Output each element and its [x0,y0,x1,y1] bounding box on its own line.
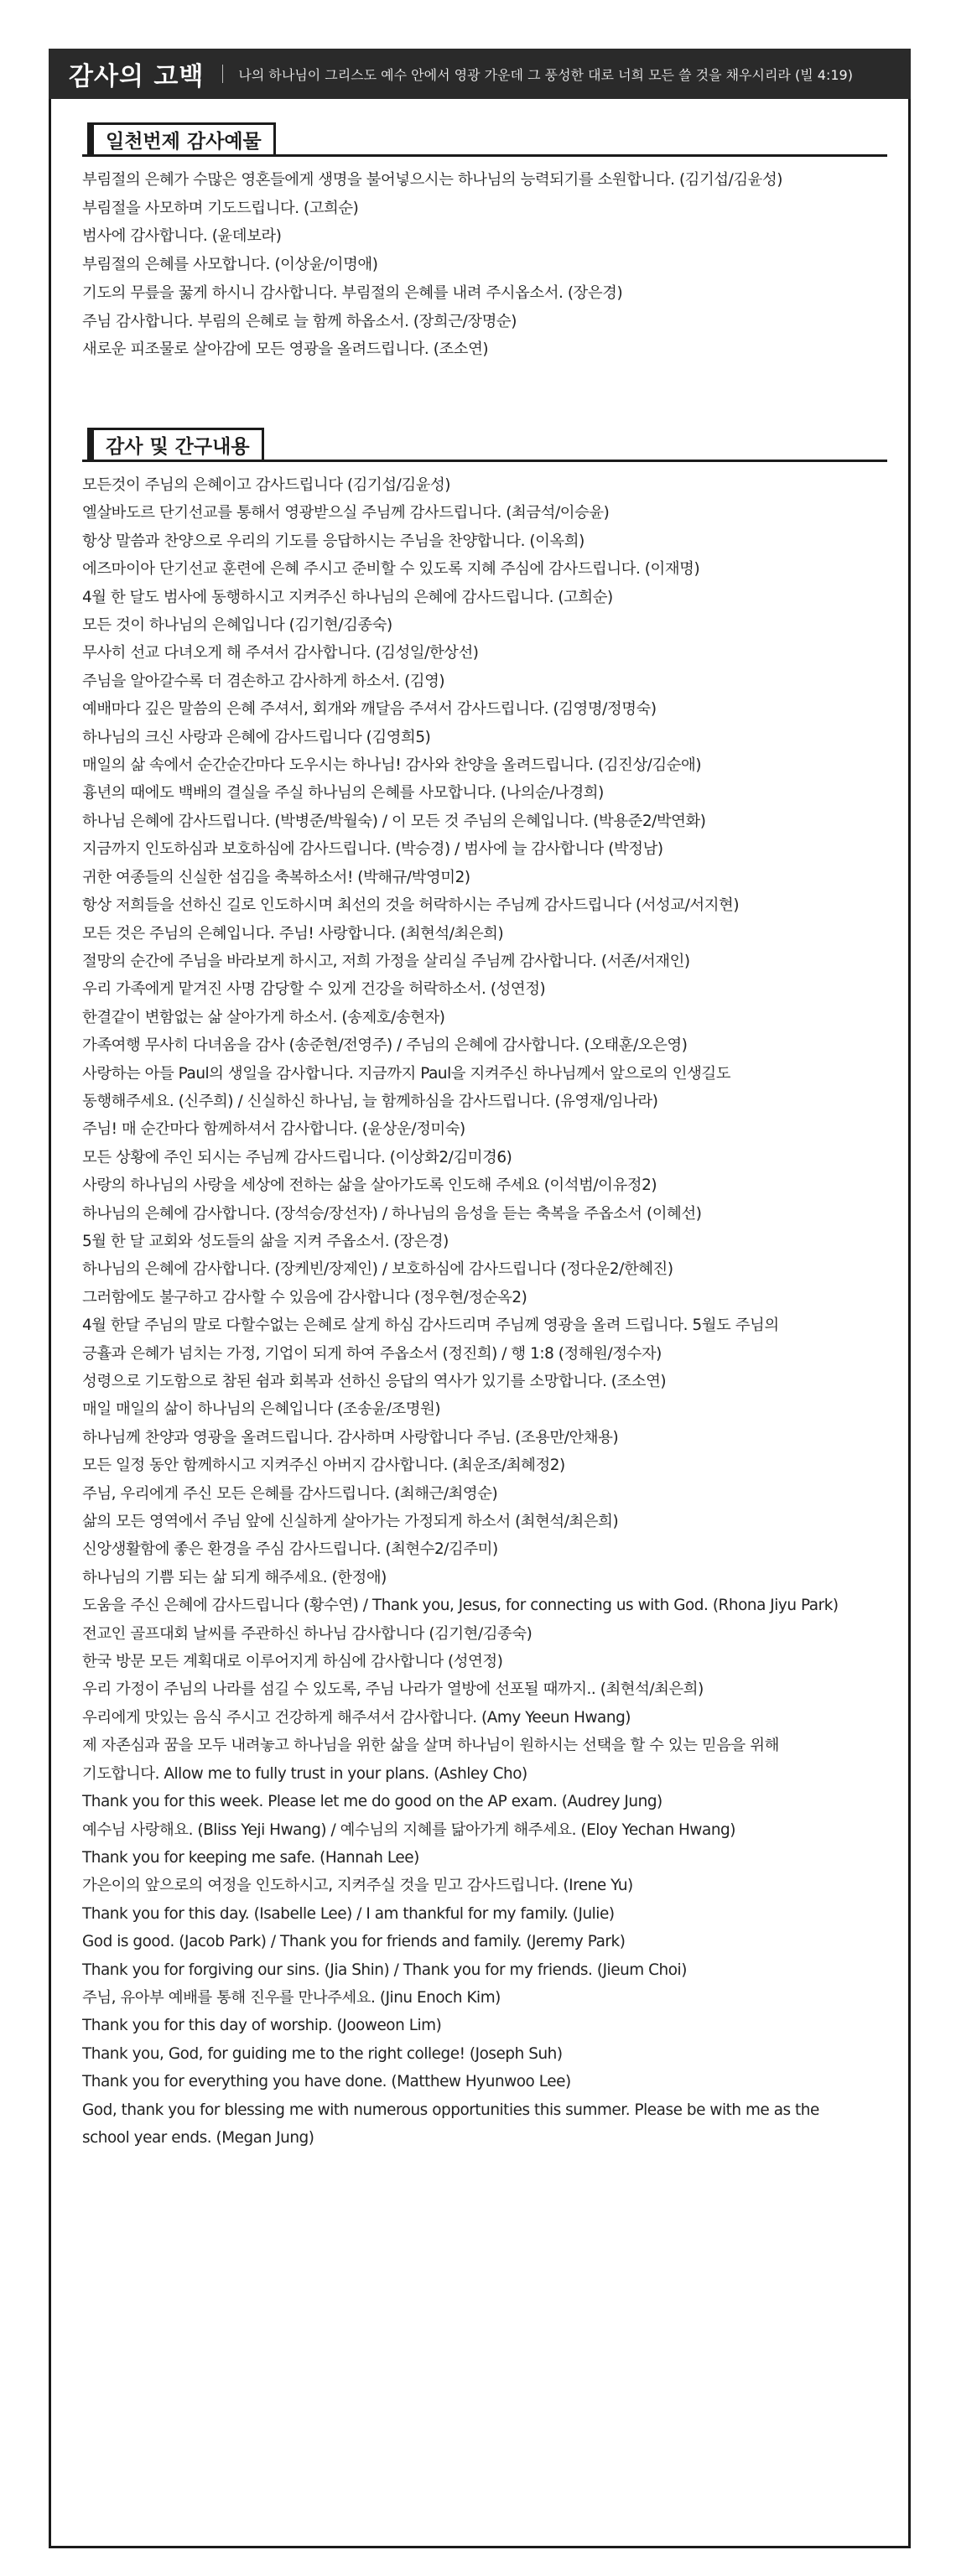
section-header [82,121,887,158]
section-offering [82,121,887,364]
list-item: Thank you for this day of worship. (Jooweon Lim) [82,2017,442,2035]
list-item: 성령으로 기도함으로 참된 쉼과 회복과 선하신 응답의 역사가 있기를 소망합니다. (조소연) [82,1373,667,1390]
list-item: 무사히 선교 다녀오게 해 주셔서 감사합니다. (김성일/한상선) [82,644,479,662]
list-item: 주님, 유아부 예배를 통해 진우를 만나주세요. (Jinu Enoch Kim) [82,1988,501,2007]
list-item: 하나님의 은혜에 감사합니다. (장석승/장선자) / 하나님의 음성을 듣는 축복을 주옵소서 (이혜선) [82,1204,702,1223]
list-item: 우리 가정이 주님의 나라를 섬길 수 있도록, 주님 나라가 열방에 선포될 때까지.. (최현석/최은희) [82,1680,704,1699]
section-thanks-requests [82,426,887,2152]
list-item: 절망의 순간에 주님을 바라보게 하시고, 저희 가정을 살리실 주님께 감사합니다. (서존/서재인) [82,952,690,970]
list-item: 신앙생활함에 좋은 환경을 주심 감사드립니다. (최현수2/김주미) [82,1540,498,1559]
list-item: 5월 한 달 교회와 성도들의 삶을 지켜 주옵소서. (장은경) [82,1232,449,1250]
section-underline [82,154,887,157]
list-item: 모든것이 주님의 은혜이고 감사드립니다 (김기섭/김윤성) [82,476,451,494]
list-item: 긍휼과 은혜가 넘치는 가정, 기업이 되게 하여 주옵소서 (정진희) / 행 1:8 (정해원/정수자) [82,1344,662,1363]
list-item: 제 자존심과 꿈을 모두 내려놓고 하나님을 위한 삶을 살며 하나님이 원하시는 선택을 할 수 있는 믿음을 위해 [82,1737,779,1755]
list-item: 모든 일정 동안 함께하시고 지켜주신 아버지 감사합니다. (최운조/최혜정2) [82,1457,565,1475]
section-title: 감사 및 간구내용 [87,428,264,460]
list-item: 주님을 알아갈수록 더 겸손하고 감사하게 하소서. (김영) [82,672,445,690]
list-item: 부림절을 사모하며 기도드립니다. (고희순) [82,199,359,217]
list-item: 범사에 감사합니다. (윤데보라) [82,227,282,246]
page-header [49,49,911,99]
header-verse: 나의 하나님이 그리스도 예수 안에서 영광 가운데 그 풍성한 대로 너희 모든 쓸 것을 채우시리라 (빌 4:19) [238,66,853,83]
section-header [82,426,887,463]
list-item: 모든 것은 주님의 은혜입니다. 주님! 사랑합니다. (최현석/최은희) [82,924,504,943]
list-item: 하나님의 은혜에 감사합니다. (장케빈/장제인) / 보호하심에 감사드립니다 (정다운2/한혜진) [82,1260,673,1279]
section-title: 일천번제 감사예물 [87,122,276,154]
list-item: 항상 말씀과 찬양으로 우리의 기도를 응답하시는 주님을 찬양합니다. (이옥희) [82,532,585,550]
entry-list [82,166,887,364]
list-item: 하나님 은혜에 감사드립니다. (박병준/박월숙) / 이 모든 것 주님의 은혜입니다. (박용준2/박연화) [82,812,706,830]
list-item: 부림절의 은혜를 사모합니다. (이상윤/이명애) [82,256,378,274]
list-item: 도움을 주신 은혜에 감사드립니다 (황수연) / Thank you, Jesus, for connecting us with God. (Rhona Jiyu Park) [82,1597,839,1615]
list-item: 한국 방문 모든 계획대로 이루어지게 하심에 감사합니다 (성연정) [82,1653,503,1671]
list-item: 기도합니다. Allow me to fully trust in your plans. (Ashley Cho) [82,1764,527,1783]
section-underline [82,460,887,462]
entry-list [82,471,887,2152]
list-item: 기도의 무릎을 꿇게 하시니 감사합니다. 부림절의 은혜를 내려 주시옵소서. (장은경) [82,283,623,302]
list-item: school year ends. (Megan Jung) [82,2128,314,2147]
list-item: 예배마다 깊은 말씀의 은혜 주셔서, 회개와 깨달음 주셔서 감사드립니다. (김영명/정명숙) [82,700,657,719]
list-item: 하나님께 찬양과 영광을 올려드립니다. 감사하며 사랑합니다 주님. (조용만/안채용) [82,1428,619,1446]
list-item: 주님 감사합니다. 부림의 은혜로 늘 함께 하옵소서. (장희근/장명순) [82,312,517,330]
list-item: Thank you for keeping me safe. (Hannah Lee) [82,1848,419,1867]
list-item: 4월 한달 주님의 말로 다할수없는 은혜로 살게 하심 감사드리며 주님께 영광을 올려 드립니다. 5월도 주님의 [82,1317,779,1335]
list-item: 동행해주세요. (신주희) / 신실하신 하나님, 늘 함께하심을 감사드립니다. (유영재/임나라) [82,1092,658,1110]
list-item: 매일 매일의 삶이 하나님의 은혜입니다 (조송윤/조명원) [82,1400,441,1419]
list-item: 4월 한 달도 범사에 동행하시고 지켜주신 하나님의 은혜에 감사드립니다. (고희순) [82,588,613,606]
list-item: 우리에게 맛있는 음식 주시고 건강하게 해주셔서 감사합니다. (Amy Yeeun Hwang) [82,1708,631,1727]
list-item: 그러함에도 불구하고 감사할 수 있음에 감사합니다 (정우현/정순옥2) [82,1288,527,1306]
list-item: 모든 것이 하나님의 은혜입니다 (김기현/김종숙) [82,616,392,635]
list-item: 귀한 여종들의 신실한 섬김을 축복하소서! (박해규/박영미2) [82,868,470,886]
list-item: God is good. (Jacob Park) / Thank you for friends and family. (Jeremy Park) [82,1933,626,1951]
list-item: 하나님의 크신 사랑과 은혜에 감사드립니다 (김영희5) [82,728,431,746]
list-item: 지금까지 인도하심과 보호하심에 감사드립니다. (박승경) / 범사에 늘 감사합니다 (박정남) [82,840,663,859]
list-item: Thank you for this day. (Isabelle Lee) / I am thankful for my family. (Julie) [82,1904,615,1923]
header-divider [222,65,223,83]
list-item: 주님, 우리에게 주신 모든 은혜를 감사드립니다. (최해근/최영순) [82,1484,498,1503]
list-item: 가은이의 앞으로의 여정을 인도하시고, 지켜주실 것을 믿고 감사드립니다. (Irene Yu) [82,1877,633,1895]
list-item: 주님! 매 순간마다 함께하셔서 감사합니다. (윤상운/정미숙) [82,1120,465,1139]
list-item: Thank you for everything you have done. (Matthew Hyunwoo Lee) [82,2073,571,2091]
list-item: 사랑의 하나님의 사랑을 세상에 전하는 삶을 살아가도록 인도해 주세요 (이석범/이유정2) [82,1176,657,1195]
list-item: 사랑하는 아들 Paul의 생일을 감사합니다. 지금까지 Paul을 지켜주신 하나님께서 앞으로의 인생길도 [82,1064,731,1083]
list-item: 전교인 골프대회 날씨를 주관하신 하나님 감사합니다 (김기현/김종숙) [82,1624,533,1643]
list-item: 매일의 삶 속에서 순간순간마다 도우시는 하나님! 감사와 찬양을 올려드립니다. (김진상/김순애) [82,756,702,775]
list-item: 하나님의 기쁨 되는 삶 되게 해주세요. (한정애) [82,1568,387,1587]
list-item: 한결같이 변함없는 삶 살아가게 하소서. (송제호/송현자) [82,1008,445,1026]
list-item: 흉년의 때에도 백배의 결실을 주실 하나님의 은혜를 사모합니다. (나의순/나경희) [82,784,604,802]
list-item: 삶의 모든 영역에서 주님 앞에 신실하게 살아가는 가정되게 하소서 (최현석/최은희) [82,1513,619,1531]
list-item: 새로운 피조물로 살아감에 모든 영광을 올려드립니다. (조소연) [82,340,489,359]
list-item: 부림절의 은혜가 수많은 영혼들에게 생명을 불어넣으시는 하나님의 능력되기를 소원합니다. (김기섭/김윤성) [82,171,783,189]
list-item: Thank you, God, for guiding me to the right college! (Joseph Suh) [82,2044,563,2063]
list-item: 에즈마이아 단기선교 훈련에 은혜 주시고 준비할 수 있도록 지혜 주심에 감사드립니다. (이재명) [82,560,700,579]
list-item: God, thank you for blessing me with numerous opportunities this summer. Please be with me as the [82,2101,819,2119]
list-item: 예수님 사랑해요. (Bliss Yeji Hwang) / 예수님의 지혜를 닮아가게 해주세요. (Eloy Yechan Hwang) [82,1820,735,1839]
list-item: 항상 저희들을 선하신 길로 인도하시며 최선의 것을 허락하시는 주님께 감사드립니다 (서성교/서지현) [82,896,740,915]
list-item: 엘살바도르 단기선교를 통해서 영광받으실 주님께 감사드립니다. (최금석/이승윤) [82,504,610,522]
list-item: Thank you for forgiving our sins. (Jia Shin) / Thank you for my friends. (Jieum Choi) [82,1961,687,1979]
page-title: 감사의 고백 [69,62,205,91]
list-item: 우리 가족에게 맡겨진 사명 감당할 수 있게 건강을 허락하소서. (성연정) [82,980,546,999]
list-item: 모든 상황에 주인 되시는 주님께 감사드립니다. (이상화2/김미경6) [82,1148,512,1166]
list-item: Thank you for this week. Please let me do good on the AP exam. (Audrey Jung) [82,1793,662,1811]
list-item: 가족여행 무사히 다녀옴을 감사 (송준현/전영주) / 주님의 은혜에 감사합니다. (오태훈/오은영) [82,1036,688,1055]
